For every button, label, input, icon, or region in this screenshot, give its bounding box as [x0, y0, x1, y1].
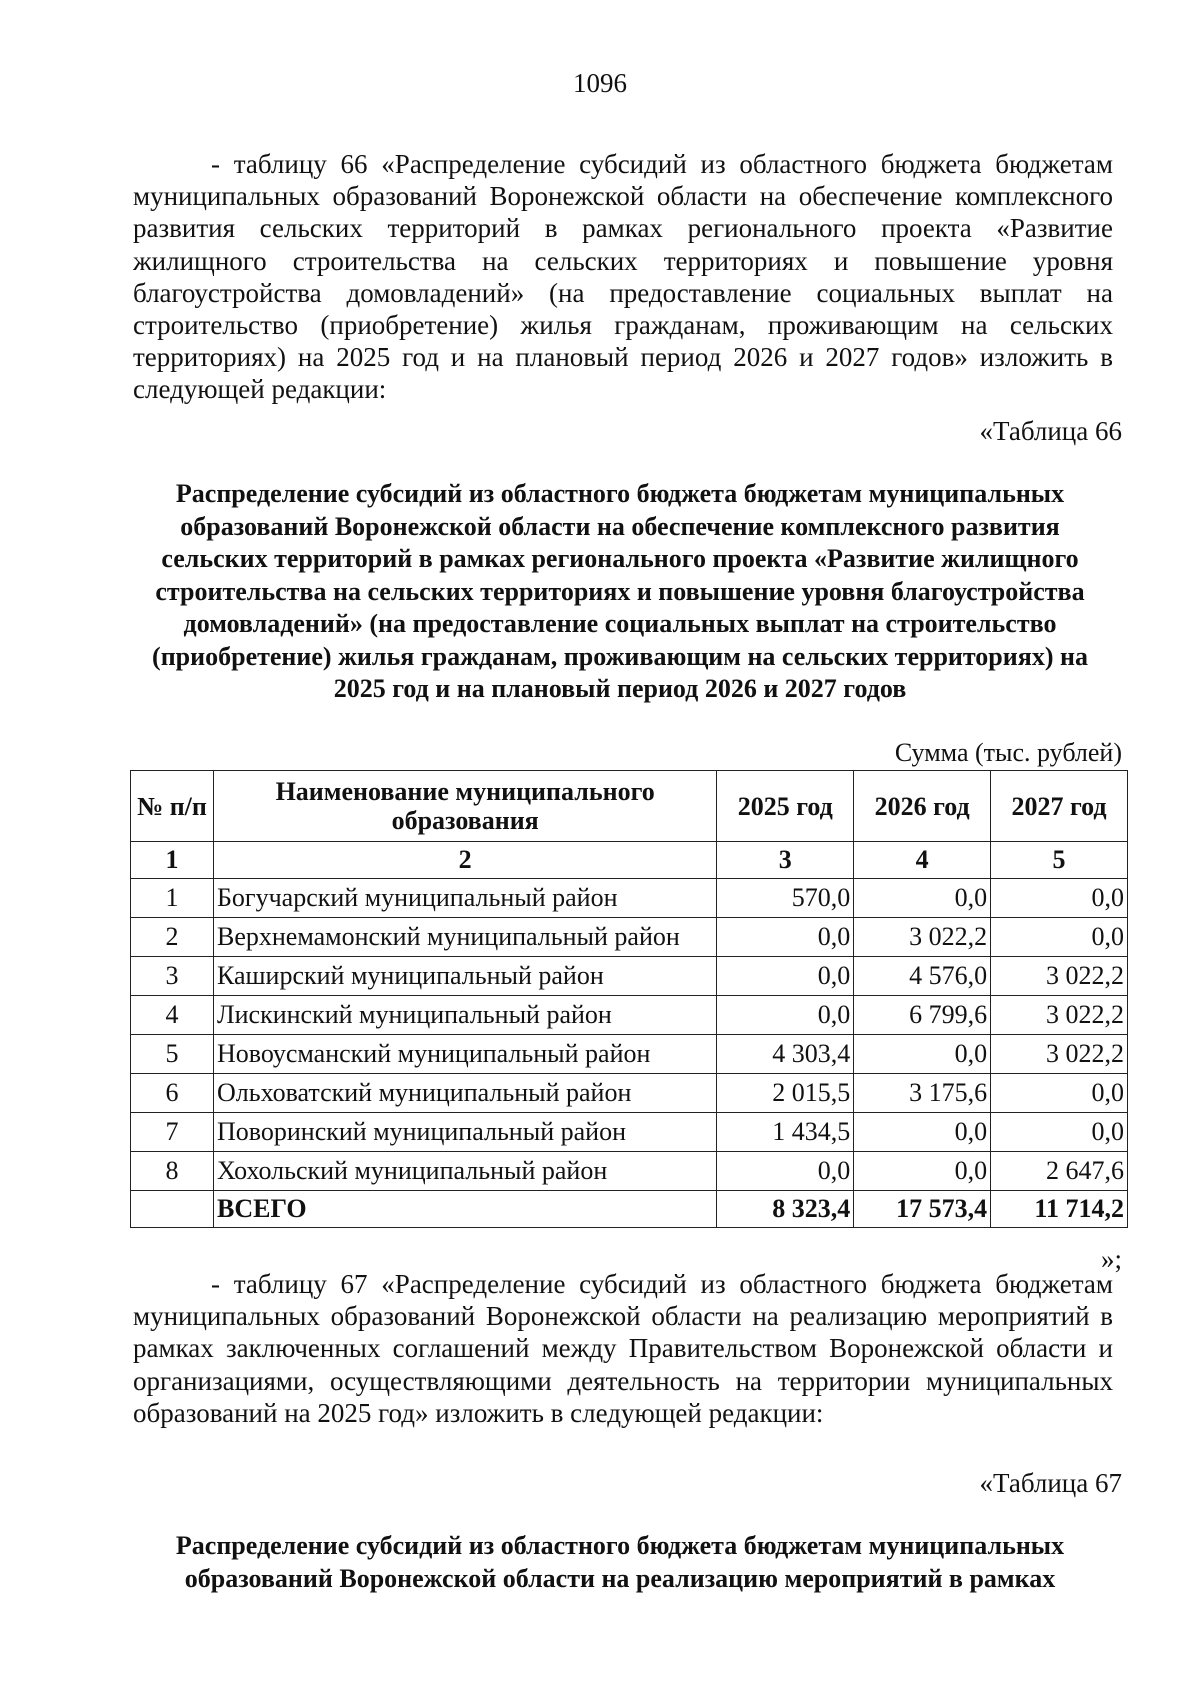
header-2027: 2027 год: [991, 771, 1128, 842]
row-name: Ольховатский муниципальный район: [213, 1074, 716, 1113]
row-2027: 0,0: [991, 879, 1128, 918]
table-66-closing-quote: »;: [1100, 1244, 1122, 1274]
column-number: 5: [991, 842, 1128, 879]
row-2027: 0,0: [991, 1074, 1128, 1113]
column-number: 3: [717, 842, 854, 879]
column-number: 1: [131, 842, 214, 879]
row-idx: 1: [131, 879, 214, 918]
table-row: [131, 1113, 1128, 1152]
subsidy-table-66: [130, 770, 1128, 1228]
table-row: [131, 1035, 1128, 1074]
row-2025: 2 015,5: [717, 1074, 854, 1113]
header-name: Наименование муниципального образования: [213, 771, 716, 842]
total-2025: 8 323,4: [717, 1191, 854, 1228]
row-2025: 4 303,4: [717, 1035, 854, 1074]
row-idx: 4: [131, 996, 214, 1035]
table-header-row: [131, 771, 1128, 842]
row-name: Верхнемамонский муниципальный район: [213, 918, 716, 957]
row-idx: 7: [131, 1113, 214, 1152]
table-67-title: Распределение субсидий из областного бюджета бюджетам муниципальных образований Воронежской области на реализацию мероприятий в рамках: [175, 1531, 1065, 1593]
row-2027: 3 022,2: [991, 996, 1128, 1035]
total-2027: 11 714,2: [991, 1191, 1128, 1228]
total-idx-empty: [131, 1191, 214, 1228]
table-row: [131, 957, 1128, 996]
header-2025: 2025 год: [717, 771, 854, 842]
column-number: 2: [213, 842, 716, 879]
row-2026: 0,0: [854, 879, 991, 918]
row-2025: 0,0: [717, 957, 854, 996]
unit-note: Сумма (тыс. рублей): [894, 738, 1122, 767]
row-name: Лискинский муниципальный район: [213, 996, 716, 1035]
row-2025: 0,0: [717, 1152, 854, 1191]
row-2026: 0,0: [854, 1113, 991, 1152]
row-2025: 0,0: [717, 918, 854, 957]
row-2026: 6 799,6: [854, 996, 991, 1035]
header-2026: 2026 год: [854, 771, 991, 842]
row-2027: 0,0: [991, 918, 1128, 957]
total-row: [131, 1191, 1128, 1228]
row-idx: 6: [131, 1074, 214, 1113]
column-number: 4: [854, 842, 991, 879]
total-2026: 17 573,4: [854, 1191, 991, 1228]
row-2027: 0,0: [991, 1113, 1128, 1152]
row-name: Хохольский муниципальный район: [213, 1152, 716, 1191]
table-67-caption: «Таблица 67: [979, 1468, 1122, 1498]
row-2026: 0,0: [854, 1035, 991, 1074]
table-row: [131, 1074, 1128, 1113]
row-2026: 4 576,0: [854, 957, 991, 996]
row-name: Поворинский муниципальный район: [213, 1113, 716, 1152]
intro-paragraph: - таблицу 66 «Распределение субсидий из областного бюджета бюджетам муниципальных образований Воронежской области на обеспечение комплексного развития сельских территорий в рамках регионального проекта «Развитие жилищного строительства на сельских территориях и повышение уровня благоустройства домовладений» (на предоставление социальных выплат на строительство (приобретение) жилья гражданам, проживающим на сельских территориях) на 2025 год и на плановый период 2026 и 2027 годов» изложить в следующей редакции:: [133, 149, 1113, 405]
table-66-caption: «Таблица 66: [979, 416, 1122, 446]
total-label: ВСЕГО: [213, 1191, 716, 1228]
column-number-row: [131, 842, 1128, 879]
page-number: 1096: [573, 68, 627, 98]
row-2027: 2 647,6: [991, 1152, 1128, 1191]
row-idx: 3: [131, 957, 214, 996]
table-66-title: Распределение субсидий из областного бюджета бюджетам муниципальных образований Воронежской области на обеспечение комплексного развития сельских территорий в рамках регионального проекта «Развитие жилищного строительства на сельских территориях и повышение уровня благоустройства домовладений» (на предоставление социальных выплат на строительство (приобретение) жилья гражданам, проживающим на сельских территориях) на 2025 год и на плановый период 2026 и 2027 годов: [152, 479, 1088, 703]
row-2025: 570,0: [717, 879, 854, 918]
table-row: [131, 879, 1128, 918]
table-row: [131, 918, 1128, 957]
row-2025: 0,0: [717, 996, 854, 1035]
row-2026: 3 175,6: [854, 1074, 991, 1113]
row-2026: 3 022,2: [854, 918, 991, 957]
row-idx: 5: [131, 1035, 214, 1074]
row-name: Новоусманский муниципальный район: [213, 1035, 716, 1074]
header-idx: № п/п: [131, 771, 214, 842]
table-row: [131, 1152, 1128, 1191]
row-name: Богучарский муниципальный район: [213, 879, 716, 918]
table-row: [131, 996, 1128, 1035]
row-idx: 8: [131, 1152, 214, 1191]
row-name: Каширский муниципальный район: [213, 957, 716, 996]
row-2025: 1 434,5: [717, 1113, 854, 1152]
second-paragraph: - таблицу 67 «Распределение субсидий из областного бюджета бюджетам муниципальных образований Воронежской области на реализацию мероприятий в рамках заключенных соглашений между Правительством Воронежской области и организациями, осуществляющими деятельность на территории муниципальных образований на 2025 год» изложить в следующей редакции:: [133, 1269, 1113, 1428]
row-idx: 2: [131, 918, 214, 957]
row-2027: 3 022,2: [991, 1035, 1128, 1074]
row-2027: 3 022,2: [991, 957, 1128, 996]
row-2026: 0,0: [854, 1152, 991, 1191]
